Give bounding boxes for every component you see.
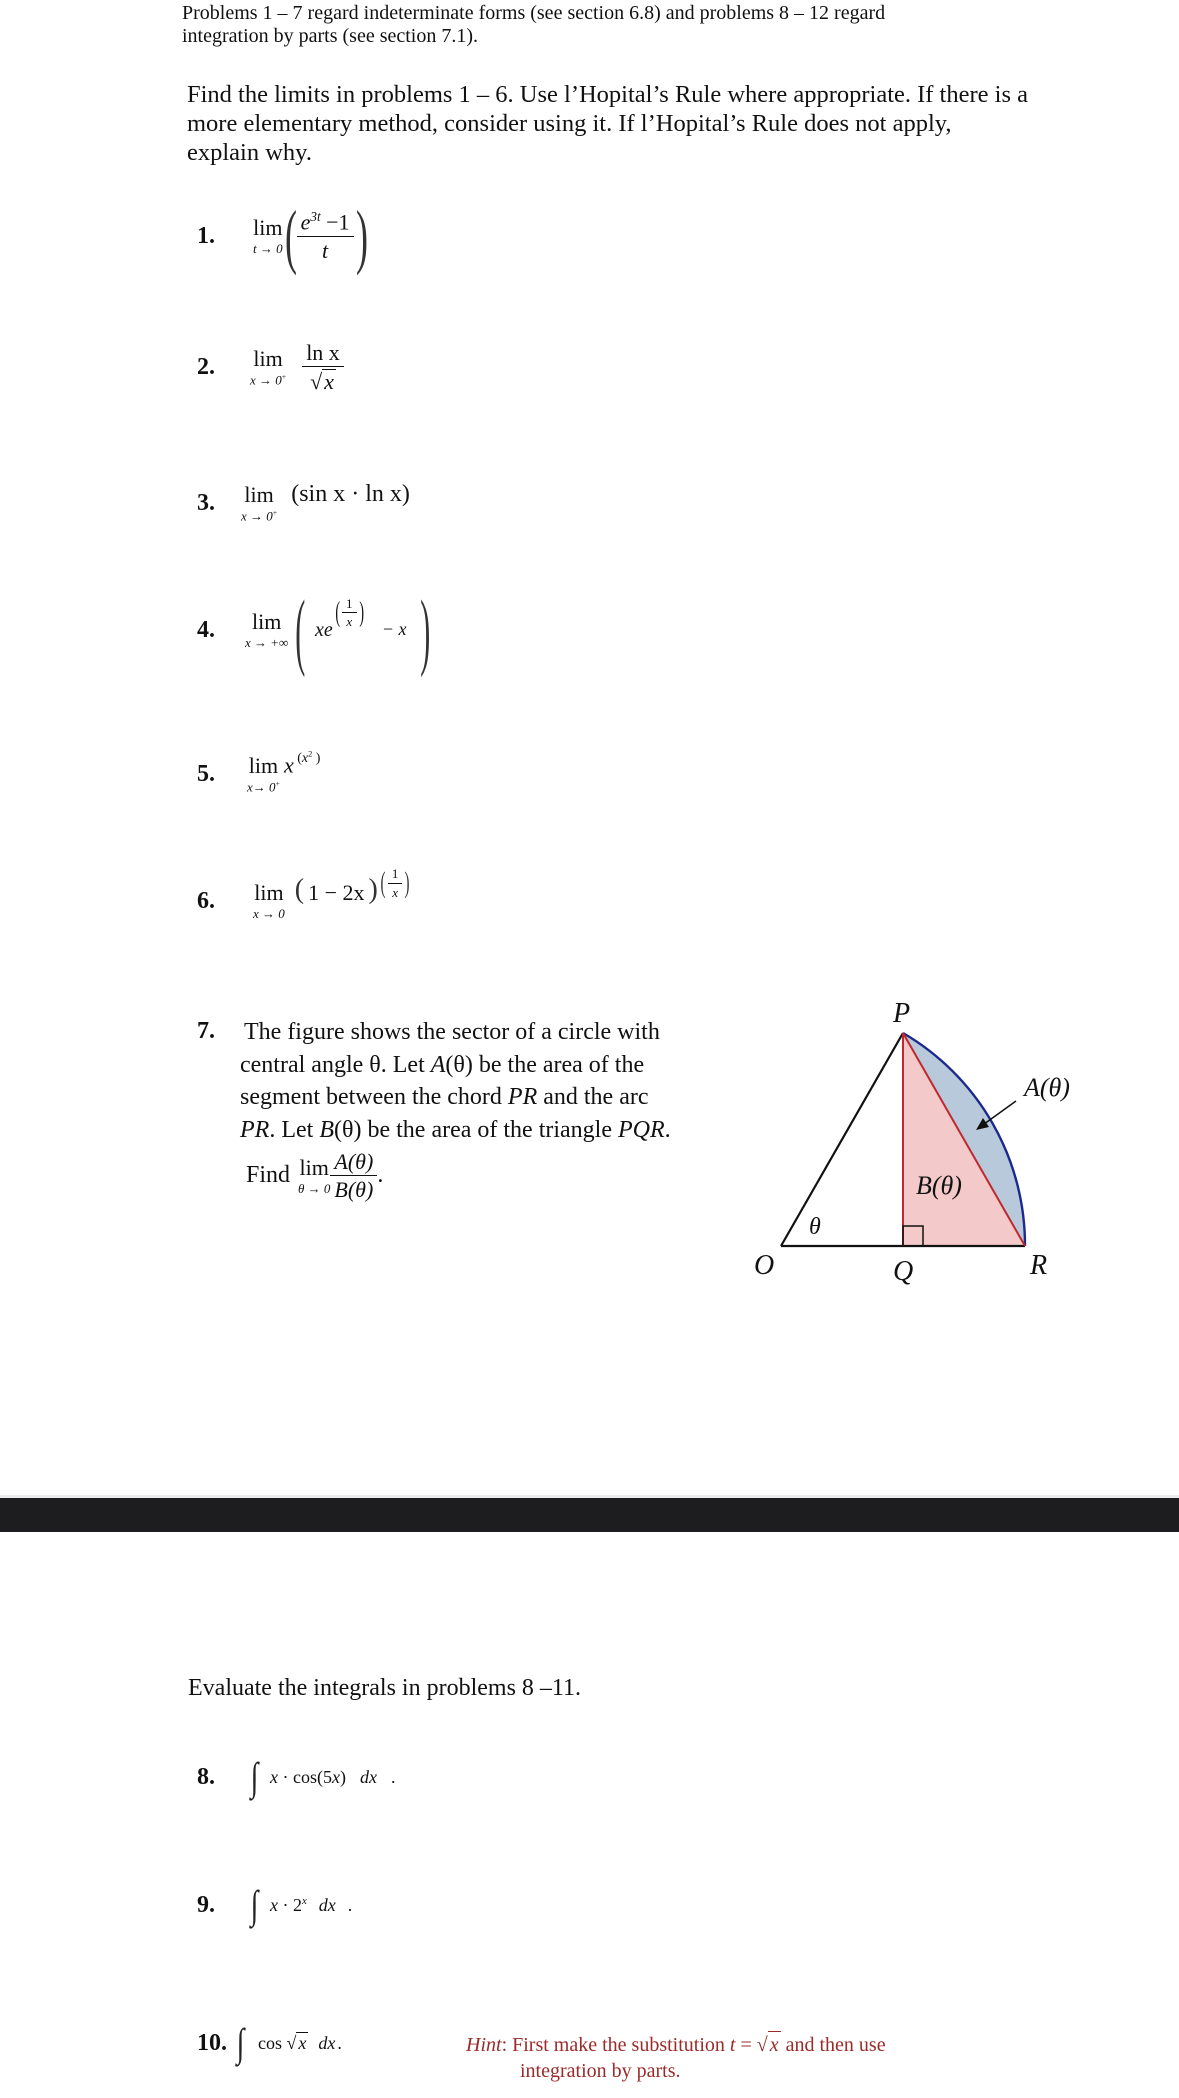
hint-line-1: Hint: First make the substitution t = √ x and then use (466, 2031, 886, 2058)
problem-3 (197, 478, 410, 528)
lim-subscript (250, 373, 286, 386)
lim-subscript: θ → 0 (298, 1180, 331, 1196)
lim-subscript: x → +∞ (245, 635, 289, 650)
num-text: ln x (306, 339, 340, 365)
expr-base: x (283, 752, 294, 778)
problem-number: 9. (197, 1891, 215, 1918)
expression (284, 750, 321, 779)
integral-sign: ∫ (236, 2020, 245, 2065)
fraction (297, 210, 354, 262)
lim-subscript-text: x → 0 (250, 372, 282, 388)
lim-subscript-text: x → 0 (241, 508, 273, 524)
lim-subscript: x → 0 (253, 906, 285, 921)
problem-number: 4. (197, 616, 215, 643)
lim-word: lim (251, 609, 282, 634)
instructions-line-2: more elementary method, consider using it. If l’Hopital’s Rule does not apply, (187, 110, 952, 137)
differential: dx (359, 1766, 377, 1787)
label-q: Q (893, 1256, 914, 1287)
expression: (sin x · ln x) (291, 480, 410, 507)
problem-10 (197, 2018, 342, 2068)
limit-operator (253, 882, 285, 920)
hint-note (466, 2031, 886, 2084)
exponent: (x2 ) (293, 749, 321, 767)
p7-line-4: PR. Let B(θ) be the area of the triangle PQR. (240, 1116, 671, 1143)
expression-text: sin x · ln x (299, 480, 402, 507)
integrals-instructions: Evaluate the integrals in problems 8 –11. (188, 1675, 582, 1701)
right-paren: ) (355, 196, 368, 276)
fraction (330, 1150, 377, 1201)
lim-word: lim (248, 752, 279, 778)
problem-7-text (240, 1016, 760, 1201)
lim-subscript-text: x→ 0 (247, 779, 276, 795)
expression: ( 1 − 2x ) ( $\frac{1}{x}$ ) (295, 876, 413, 906)
lim-word: lim (253, 345, 283, 371)
period: . (390, 1766, 396, 1787)
intro-line-1: Problems 1 – 7 regard indeterminate forms (see section 6.8) and problems 8 – 12 regard (182, 2, 886, 24)
problem-number: 1. (197, 222, 215, 249)
left-paren: ( (284, 196, 297, 276)
integral-sign: ∫ (250, 1882, 259, 1927)
lim-subscript-sup: + (272, 507, 278, 517)
num-exponent: 3t (310, 209, 321, 225)
num-rest: −1 (320, 209, 350, 235)
problem-number: 2. (197, 353, 215, 380)
num-base: e (300, 209, 311, 235)
expr-base: xe (314, 618, 333, 641)
denominator: t (322, 237, 329, 263)
left-paren: ( (295, 582, 306, 678)
exp-den: x (346, 614, 353, 630)
problem-number: 3. (197, 489, 215, 516)
limit-operator (247, 752, 280, 795)
problem-6 (197, 865, 412, 929)
problem-number: 6. (197, 887, 215, 914)
exponent: ( $\frac{1}{x}$ ) (380, 865, 410, 900)
lim-subscript: t → 0 (253, 241, 283, 256)
expr-base: 1 − 2x (308, 880, 365, 905)
denominator (310, 367, 336, 393)
exp-fraction (342, 597, 357, 629)
exp-num: 1 (388, 867, 403, 884)
p7-line-1: The figure shows the sector of a circle with (244, 1019, 660, 1045)
differential: dx (318, 2032, 336, 2053)
p7-line-2: central angle θ. Let A(θ) be the area of the (240, 1051, 645, 1078)
right-paren: ) (419, 582, 430, 678)
intro-line-2: integration by parts (see section 7.1). (182, 25, 479, 47)
limit-operator (245, 611, 288, 649)
limit-operator (253, 217, 283, 255)
find-label: Find (246, 1162, 291, 1189)
integrand: x · cos(5x) (269, 1766, 346, 1787)
numerator (297, 210, 354, 236)
problem-number: 8. (197, 1763, 215, 1790)
intro-paragraph (182, 2, 1082, 48)
instructions-line-1: Find the limits in problems 1 – 6. Use l’Hopital’s Rule where appropriate. If there is a (187, 81, 1028, 108)
hint-label: Hint (466, 2034, 502, 2056)
numerator (302, 341, 344, 367)
integrand: $x \cdot 2^x$ (269, 1894, 307, 1915)
page-divider-band (0, 1498, 1179, 1532)
label-a-theta: A(θ) (1024, 1073, 1070, 1102)
label-b-theta: B(θ) (916, 1171, 962, 1200)
lim-subscript-sup: + (281, 371, 287, 381)
sqrt: √ x (286, 2033, 307, 2053)
problem-8 (197, 1752, 395, 1802)
exp-fraction (388, 867, 403, 899)
radius-op (781, 1033, 903, 1246)
problem-number: 5. (197, 760, 215, 787)
label-r: R (1030, 1250, 1048, 1281)
radical-sign: √ (310, 369, 323, 394)
limit-operator (241, 481, 278, 524)
label-p: P (893, 998, 911, 1029)
p7-find-line (246, 1150, 760, 1201)
label-theta: θ (809, 1214, 821, 1240)
lim-word: lim (244, 481, 274, 507)
period: . (347, 1894, 353, 1915)
period: . (377, 1162, 384, 1189)
hint-line-2: integration by parts. (520, 2060, 681, 2082)
period: . (337, 2032, 342, 2053)
instructions-line-3: explain why. (187, 139, 312, 166)
lim-word: lim (254, 880, 284, 905)
problem-4 (197, 582, 439, 678)
problem-1 (197, 198, 374, 274)
lim-subscript-sup: + (275, 778, 280, 788)
problem-number: 10. (197, 2029, 227, 2056)
numerator: A(θ) (330, 1150, 377, 1176)
label-o: O (754, 1250, 775, 1281)
lim-word: lim (299, 1154, 329, 1180)
differential: dx (318, 1894, 336, 1915)
problem-7-number: 7. (197, 1018, 215, 1044)
limits-instructions (187, 80, 1087, 167)
limit-operator (298, 1154, 331, 1196)
exp-base: x (301, 751, 309, 767)
lim-word: lim (253, 215, 283, 240)
radicand: x (324, 369, 334, 394)
integral-sign: ∫ (250, 1754, 259, 1799)
denominator: B(θ) (334, 1177, 374, 1203)
exp-den: x (392, 884, 398, 900)
integrand: cos √ x (257, 2033, 307, 2053)
expression (314, 595, 407, 642)
p7-line-3: segment between the chord PR and the arc (240, 1084, 649, 1110)
exponent: ( $\frac{1}{x}$ ) (335, 595, 364, 630)
sqrt (310, 369, 336, 393)
exp-num: 1 (342, 597, 357, 614)
problem-9 (197, 1880, 352, 1930)
problem-2 (197, 334, 344, 400)
limit-operator (250, 345, 287, 388)
exp-power: 2 (308, 749, 313, 759)
lim-subscript (247, 780, 280, 793)
lim-subscript (241, 509, 277, 522)
expr-tail: − x (381, 618, 407, 639)
problem-5 (197, 748, 320, 800)
fraction (302, 341, 344, 393)
sector-figure (740, 990, 1100, 1290)
